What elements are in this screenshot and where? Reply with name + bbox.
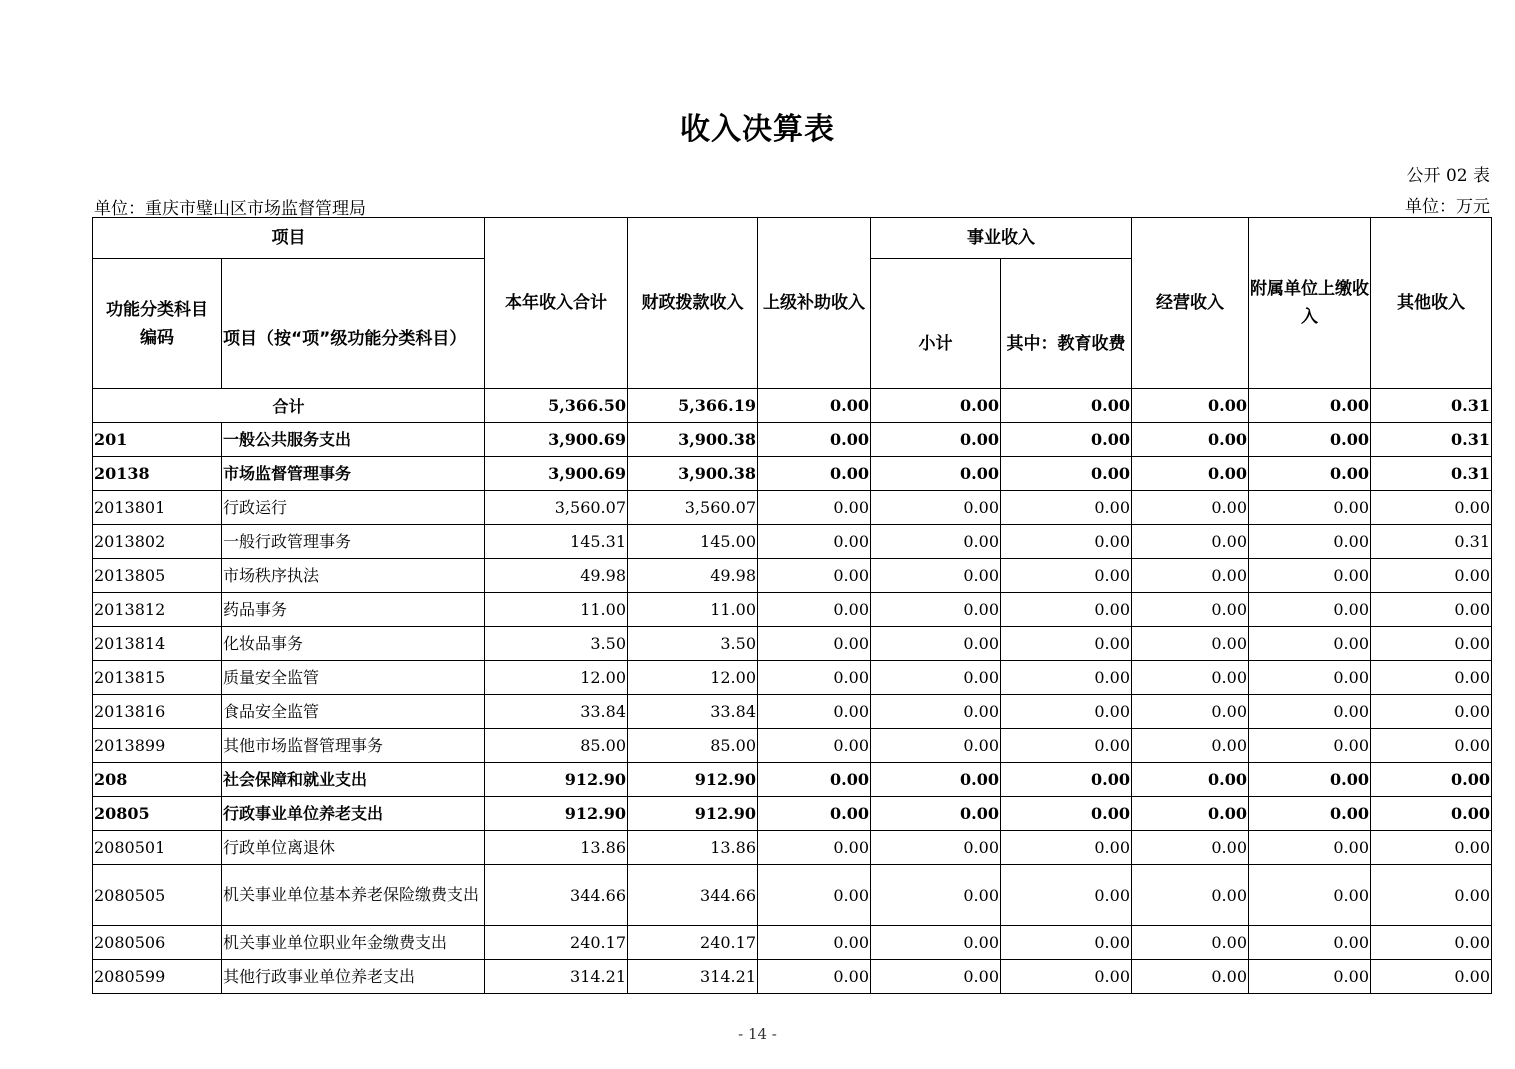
row-value: 0.00 xyxy=(1249,559,1371,593)
table-row xyxy=(93,491,1492,525)
total-value: 0.00 xyxy=(1249,389,1371,423)
row-name: 机关事业单位基本养老保险缴费支出 xyxy=(222,865,485,926)
row-value: 85.00 xyxy=(628,729,758,763)
row-value: 912.90 xyxy=(485,797,628,831)
row-value: 11.00 xyxy=(485,593,628,627)
page-number: - 14 - xyxy=(738,1025,777,1043)
row-name: 药品事务 xyxy=(222,593,485,627)
row-value: 11.00 xyxy=(628,593,758,627)
row-value: 0.00 xyxy=(1132,865,1249,926)
row-value: 49.98 xyxy=(485,559,628,593)
row-value: 3.50 xyxy=(628,627,758,661)
row-value: 0.00 xyxy=(1249,797,1371,831)
row-value: 3,560.07 xyxy=(628,491,758,525)
row-name: 行政单位离退休 xyxy=(222,831,485,865)
row-name: 其他行政事业单位养老支出 xyxy=(222,960,485,994)
row-value: 3,900.69 xyxy=(485,457,628,491)
row-value: 0.00 xyxy=(1249,661,1371,695)
row-value: 0.00 xyxy=(758,831,871,865)
row-name: 市场监督管理事务 xyxy=(222,457,485,491)
row-value: 344.66 xyxy=(485,865,628,926)
row-value: 0.00 xyxy=(1249,729,1371,763)
total-value: 0.00 xyxy=(871,389,1001,423)
table-row xyxy=(93,831,1492,865)
total-value: 5,366.19 xyxy=(628,389,758,423)
row-value: 0.00 xyxy=(1132,763,1249,797)
row-code: 2013801 xyxy=(93,491,222,525)
reporting-unit: 单位：重庆市璧山区市场监督管理局 xyxy=(94,199,366,219)
row-value: 0.00 xyxy=(871,627,1001,661)
row-code: 2080505 xyxy=(93,865,222,926)
row-value: 0.00 xyxy=(1371,797,1492,831)
row-name: 化妆品事务 xyxy=(222,627,485,661)
header-project: 项目 xyxy=(93,218,485,259)
header-affiliated: 附属单位上缴收入 xyxy=(1249,218,1371,389)
table-row xyxy=(93,797,1492,831)
row-value: 0.31 xyxy=(1371,525,1492,559)
row-value: 0.00 xyxy=(1132,525,1249,559)
total-value: 0.00 xyxy=(1132,389,1249,423)
row-name: 市场秩序执法 xyxy=(222,559,485,593)
table-row xyxy=(93,457,1492,491)
row-value: 0.00 xyxy=(871,457,1001,491)
row-value: 0.00 xyxy=(1001,926,1132,960)
row-value: 145.00 xyxy=(628,525,758,559)
row-value: 240.17 xyxy=(485,926,628,960)
row-value: 0.00 xyxy=(871,593,1001,627)
row-value: 0.00 xyxy=(758,491,871,525)
table-row xyxy=(93,559,1492,593)
row-value: 3,900.38 xyxy=(628,423,758,457)
row-value: 0.00 xyxy=(758,960,871,994)
row-value: 912.90 xyxy=(628,797,758,831)
row-code: 2080506 xyxy=(93,926,222,960)
row-code: 201 xyxy=(93,423,222,457)
row-code: 2013812 xyxy=(93,593,222,627)
row-value: 0.00 xyxy=(1001,797,1132,831)
row-value: 3,560.07 xyxy=(485,491,628,525)
row-name: 行政事业单位养老支出 xyxy=(222,797,485,831)
row-value: 0.00 xyxy=(871,926,1001,960)
row-value: 0.00 xyxy=(1001,593,1132,627)
row-value: 0.00 xyxy=(758,797,871,831)
form-number: 公开 02 表 xyxy=(1406,166,1490,186)
row-value: 0.00 xyxy=(1249,593,1371,627)
total-value: 5,366.50 xyxy=(485,389,628,423)
row-value: 0.00 xyxy=(1132,926,1249,960)
row-value: 0.00 xyxy=(1132,695,1249,729)
header-operating: 经营收入 xyxy=(1132,218,1249,389)
total-row xyxy=(93,389,1492,423)
table-row xyxy=(93,960,1492,994)
row-value: 13.86 xyxy=(628,831,758,865)
row-value: 0.00 xyxy=(1371,593,1492,627)
row-value: 0.00 xyxy=(1371,960,1492,994)
row-value: 12.00 xyxy=(628,661,758,695)
table-row xyxy=(93,661,1492,695)
row-value: 912.90 xyxy=(628,763,758,797)
row-value: 0.00 xyxy=(871,559,1001,593)
table-row xyxy=(93,865,1492,926)
row-value: 0.00 xyxy=(1001,423,1132,457)
page-title: 收入决算表 xyxy=(680,112,835,147)
row-value: 0.00 xyxy=(1132,661,1249,695)
row-value: 0.00 xyxy=(1132,797,1249,831)
table-row xyxy=(93,763,1492,797)
row-value: 314.21 xyxy=(628,960,758,994)
row-value: 0.00 xyxy=(1371,763,1492,797)
income-table xyxy=(92,217,1492,994)
row-value: 0.31 xyxy=(1371,457,1492,491)
row-value: 0.00 xyxy=(758,695,871,729)
row-value: 33.84 xyxy=(485,695,628,729)
row-value: 0.00 xyxy=(758,525,871,559)
row-value: 0.00 xyxy=(1132,559,1249,593)
table-row xyxy=(93,627,1492,661)
row-value: 0.00 xyxy=(758,865,871,926)
row-value: 0.00 xyxy=(1249,695,1371,729)
row-value: 0.00 xyxy=(758,926,871,960)
row-value: 0.00 xyxy=(1249,457,1371,491)
row-value: 344.66 xyxy=(628,865,758,926)
row-name: 食品安全监管 xyxy=(222,695,485,729)
total-value: 0.00 xyxy=(1001,389,1132,423)
row-value: 0.00 xyxy=(1132,457,1249,491)
row-value: 0.00 xyxy=(871,831,1001,865)
row-value: 0.00 xyxy=(1249,627,1371,661)
row-value: 0.00 xyxy=(1001,491,1132,525)
row-value: 0.00 xyxy=(1132,423,1249,457)
row-value: 0.00 xyxy=(871,865,1001,926)
row-value: 0.00 xyxy=(758,593,871,627)
row-value: 0.00 xyxy=(1132,831,1249,865)
row-value: 0.00 xyxy=(758,661,871,695)
row-value: 13.86 xyxy=(485,831,628,865)
row-code: 2080501 xyxy=(93,831,222,865)
row-value: 0.00 xyxy=(1371,695,1492,729)
row-value: 0.00 xyxy=(1371,831,1492,865)
row-value: 0.00 xyxy=(1371,661,1492,695)
row-value: 3,900.38 xyxy=(628,457,758,491)
header-code: 功能分类科目编码 xyxy=(93,259,222,389)
row-value: 240.17 xyxy=(628,926,758,960)
row-name: 机关事业单位职业年金缴费支出 xyxy=(222,926,485,960)
row-value: 0.00 xyxy=(871,729,1001,763)
row-value: 0.00 xyxy=(1249,423,1371,457)
row-value: 0.00 xyxy=(1132,729,1249,763)
row-value: 0.00 xyxy=(1371,559,1492,593)
row-value: 0.00 xyxy=(871,797,1001,831)
row-name: 一般行政管理事务 xyxy=(222,525,485,559)
row-code: 2013802 xyxy=(93,525,222,559)
table-row xyxy=(93,729,1492,763)
row-value: 0.00 xyxy=(871,525,1001,559)
row-code: 20138 xyxy=(93,457,222,491)
total-label: 合计 xyxy=(93,389,485,423)
row-value: 0.00 xyxy=(758,763,871,797)
row-value: 0.00 xyxy=(758,627,871,661)
row-code: 2013815 xyxy=(93,661,222,695)
row-value: 0.00 xyxy=(1249,865,1371,926)
row-value: 0.00 xyxy=(1249,960,1371,994)
row-value: 0.00 xyxy=(871,423,1001,457)
header-other: 其他收入 xyxy=(1371,218,1492,389)
row-value: 0.00 xyxy=(871,695,1001,729)
row-value: 3.50 xyxy=(485,627,628,661)
row-value: 0.00 xyxy=(1001,627,1132,661)
row-name: 一般公共服务支出 xyxy=(222,423,485,457)
header-fiscal: 财政拨款收入 xyxy=(628,218,758,389)
row-value: 85.00 xyxy=(485,729,628,763)
row-value: 0.00 xyxy=(871,661,1001,695)
row-code: 2013814 xyxy=(93,627,222,661)
row-value: 0.31 xyxy=(1371,423,1492,457)
row-value: 0.00 xyxy=(758,559,871,593)
total-value: 0.31 xyxy=(1371,389,1492,423)
row-value: 0.00 xyxy=(1249,926,1371,960)
table-row xyxy=(93,695,1492,729)
row-value: 0.00 xyxy=(1001,661,1132,695)
header-total-income: 本年收入合计 xyxy=(485,218,628,389)
row-value: 12.00 xyxy=(485,661,628,695)
row-value: 0.00 xyxy=(1001,695,1132,729)
header-item: 项目（按“项”级功能分类科目） xyxy=(222,259,485,389)
row-value: 0.00 xyxy=(1001,831,1132,865)
row-value: 0.00 xyxy=(1371,627,1492,661)
row-code: 208 xyxy=(93,763,222,797)
header-education-fee: 其中：教育收费 xyxy=(1001,259,1132,389)
currency-unit: 单位：万元 xyxy=(1405,197,1490,217)
row-value: 0.00 xyxy=(1001,763,1132,797)
header-superior-subsidy: 上级补助收入 xyxy=(758,218,871,389)
row-value: 0.00 xyxy=(1001,457,1132,491)
row-value: 3,900.69 xyxy=(485,423,628,457)
row-name: 行政运行 xyxy=(222,491,485,525)
row-value: 0.00 xyxy=(1001,865,1132,926)
row-value: 0.00 xyxy=(1249,491,1371,525)
row-value: 0.00 xyxy=(1249,525,1371,559)
row-name: 质量安全监管 xyxy=(222,661,485,695)
row-value: 0.00 xyxy=(1001,559,1132,593)
row-value: 0.00 xyxy=(1371,926,1492,960)
row-value: 0.00 xyxy=(1132,593,1249,627)
row-value: 0.00 xyxy=(871,763,1001,797)
row-value: 912.90 xyxy=(485,763,628,797)
row-value: 0.00 xyxy=(758,423,871,457)
row-value: 0.00 xyxy=(1132,627,1249,661)
total-value: 0.00 xyxy=(758,389,871,423)
row-value: 0.00 xyxy=(1001,960,1132,994)
table-row xyxy=(93,926,1492,960)
row-value: 0.00 xyxy=(1371,491,1492,525)
row-value: 0.00 xyxy=(1371,729,1492,763)
row-code: 2080599 xyxy=(93,960,222,994)
row-code: 2013816 xyxy=(93,695,222,729)
row-value: 0.00 xyxy=(1001,525,1132,559)
row-code: 20805 xyxy=(93,797,222,831)
row-code: 2013805 xyxy=(93,559,222,593)
row-value: 0.00 xyxy=(871,491,1001,525)
row-name: 社会保障和就业支出 xyxy=(222,763,485,797)
row-value: 49.98 xyxy=(628,559,758,593)
table-row xyxy=(93,525,1492,559)
row-value: 0.00 xyxy=(1249,831,1371,865)
row-value: 0.00 xyxy=(758,457,871,491)
row-value: 0.00 xyxy=(1132,491,1249,525)
row-value: 0.00 xyxy=(758,729,871,763)
row-value: 0.00 xyxy=(1249,763,1371,797)
row-name: 其他市场监督管理事务 xyxy=(222,729,485,763)
header-business-income: 事业收入 xyxy=(871,218,1132,259)
row-code: 2013899 xyxy=(93,729,222,763)
row-value: 314.21 xyxy=(485,960,628,994)
header-subtotal: 小计 xyxy=(871,259,1001,389)
table-row xyxy=(93,593,1492,627)
row-value: 0.00 xyxy=(871,960,1001,994)
table-row xyxy=(93,423,1492,457)
row-value: 33.84 xyxy=(628,695,758,729)
row-value: 0.00 xyxy=(1132,960,1249,994)
row-value: 0.00 xyxy=(1001,729,1132,763)
row-value: 0.00 xyxy=(1371,865,1492,926)
row-value: 145.31 xyxy=(485,525,628,559)
